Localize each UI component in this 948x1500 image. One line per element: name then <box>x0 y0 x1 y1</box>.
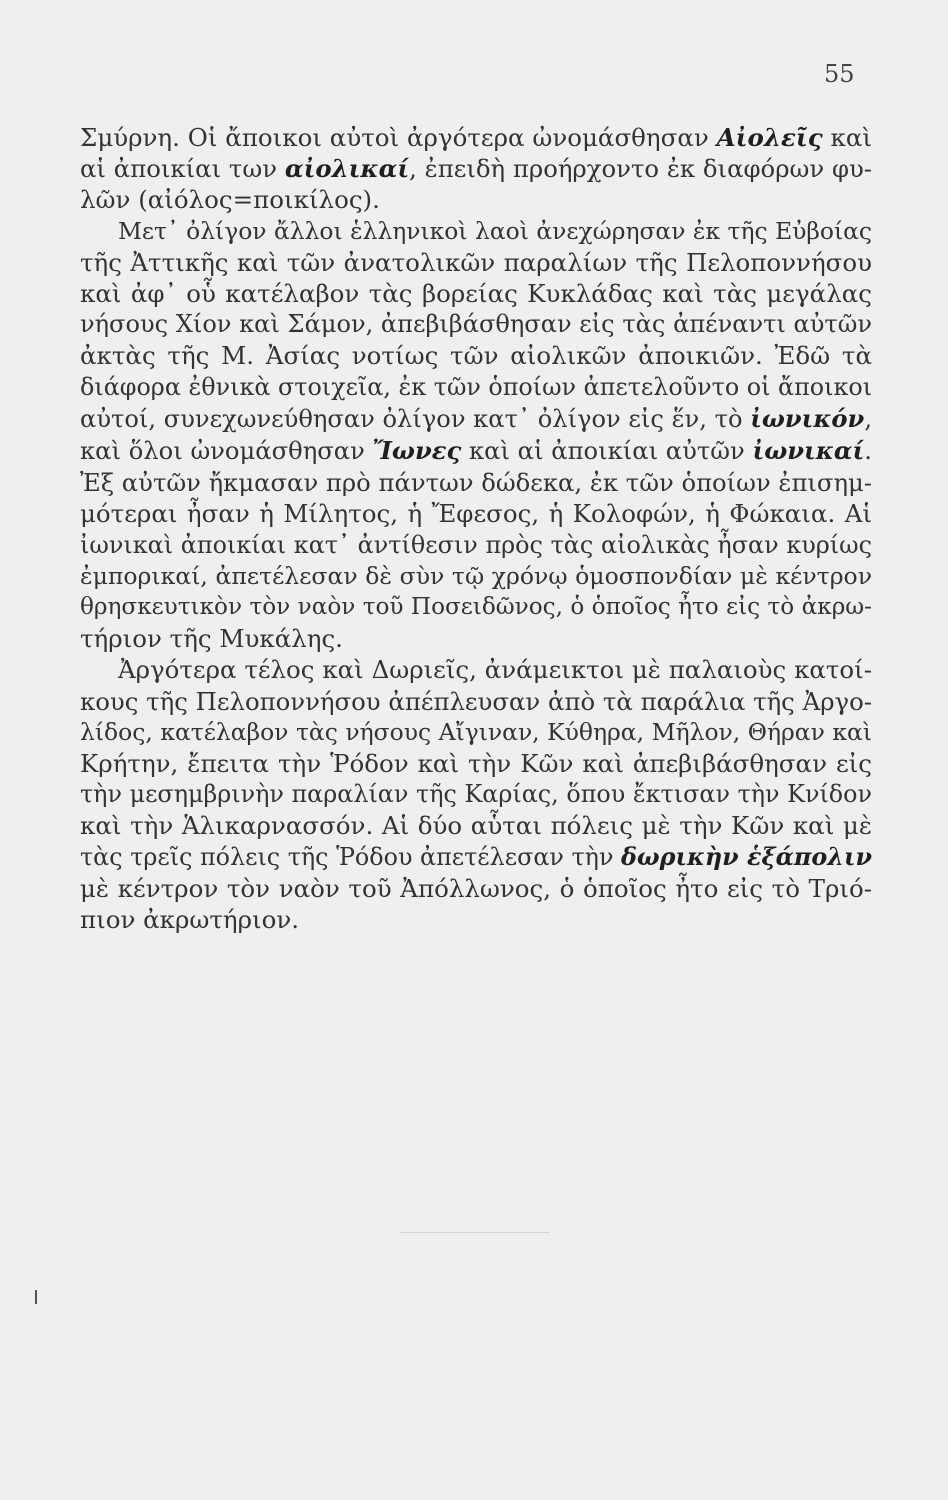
ink-mark <box>35 1290 37 1304</box>
emphasis: ἰωνικόν <box>750 403 865 433</box>
text-line: ἰωνικαὶ ἀποικίαι κατ᾽ ἀντίθεσιν πρὸς τὰς αἰολικὰς ἦσαν κυρίως <box>80 530 872 559</box>
text-line: Μετ᾽ ὀλίγον ἄλλοι ἑλληνικοὶ λαοὶ ἀνεχώρησαν ἐκ τῆς Εὐβοίας <box>118 216 872 245</box>
emphasis: ἰωνικαί <box>752 436 865 466</box>
text-line: λίδος, κατέλαβον τὰς νήσους Αἴγιναν, Κύθηρα, Μῆλον, Θήραν καὶ <box>80 717 872 746</box>
body-text <box>80 122 872 935</box>
text-line: θρησκευτικὸν τὸν ναὸν τοῦ Ποσειδῶνος, ὁ ὁποῖος ἦτο εἰς τὸ ἀκρω- <box>80 594 872 621</box>
emphasis: Αἰολεῖς <box>716 123 823 152</box>
text-line: τὴν μεσημβρινὴν παραλίαν τῆς Καρίας, ὅπου ἔκτισαν τὴν Κνίδον <box>80 780 872 809</box>
text-line: μὲ κέντρον τὸν ναὸν τοῦ Ἀπόλλωνος, ὁ ὁποῖος ἦτο εἰς τὸ Τριό- <box>80 873 872 903</box>
emphasis: δωρικὴν ἑξάπολιν <box>621 842 873 871</box>
text-line: καὶ τὴν Ἁλικαρνασσόν. Αἱ δύο αὗται πόλεις μὲ τὴν Κῶν καὶ μὲ <box>80 811 872 841</box>
text-line: Κρήτην, ἔπειτα τὴν Ῥόδον καὶ τὴν Κῶν καὶ ἀπεβιβάσθησαν εἰς <box>80 749 872 779</box>
text-line: καὶ ὅλοι ὠνομάσθησαν Ἴωνες καὶ αἱ ἀποικίαι αὐτῶν ἰωνικαί. <box>80 436 872 466</box>
text-line: τῆς Ἀττικῆς καὶ τῶν ἀνατολικῶν παραλίων τῆς Πελοποννήσου <box>80 247 872 277</box>
text-line: Ἐξ αὐτῶν ἤκμασαν πρὸ πάντων δώδεκα, ἐκ τῶν ὁποίων ἐπισημ- <box>80 468 872 498</box>
text-line: αἱ ἀποικίαι των αἰολικαί, ἐπειδὴ προήρχοντο ἐκ διαφόρων φυ- <box>80 154 873 184</box>
text-line: κους τῆς Πελοποννήσου ἀπέπλευσαν ἀπὸ τὰ παράλια τῆς Ἀργο- <box>80 686 872 716</box>
text-line: καὶ ἀφ᾽ οὗ κατέλαβον τὰς βορείας Κυκλάδας καὶ τὰς μεγάλας <box>80 279 872 309</box>
bleed-through-line <box>400 1232 550 1233</box>
text-line: Ἀργότερα τέλος καὶ Δωριεῖς, ἀνάμεικτοι μὲ παλαιοὺς κατοί- <box>118 655 872 685</box>
text-line: νήσους Χίον καὶ Σάμον, ἀπεβιβάσθησαν εἰς τὰς ἀπέναντι αὐτῶν <box>80 310 872 339</box>
text-line: διάφορα ἐθνικὰ στοιχεῖα, ἐκ τῶν ὁποίων ἀπετελοῦντο οἱ ἄποικοι <box>80 372 873 401</box>
text-line: λῶν (αἰόλος=ποικίλος). <box>80 185 380 215</box>
text-line: πιον ἀκρωτήριον. <box>80 905 300 935</box>
text-line: ἀκτὰς τῆς Μ. Ἀσίας νοτίως τῶν αἰολικῶν ἀποικιῶν. Ἐδῶ τὰ <box>80 341 872 371</box>
text-line: τὰς τρεῖς πόλεις τῆς Ῥόδου ἀπετέλεσαν τὴν δωρικὴν ἑξάπολιν <box>80 842 873 871</box>
text-line: ἐμπορικαί, ἀπετέλεσαν δὲ σὺν τῷ χρόνῳ ὁμοσπονδίαν μὲ κέντρον <box>80 561 872 590</box>
text-line: τήριον τῆς Μυκάλης. <box>80 624 343 654</box>
page-number: 55 <box>824 60 855 88</box>
text-line: μότεραι ἦσαν ἡ Μίλητος, ἡ Ἔφεσος, ἡ Κολοφών, ἡ Φώκαια. Αἱ <box>80 499 872 529</box>
text-line: αὐτοί, συνεχωνεύθησαν ὀλίγον κατ᾽ ὀλίγον εἰς ἕν, τὸ ἰωνικόν, <box>80 403 872 433</box>
emphasis: αἰολικαί <box>284 154 410 184</box>
text-line: Σμύρνη. Οἱ ἄποικοι αὐτοὶ ἀργότερα ὠνομάσθησαν Αἰολεῖς καὶ <box>80 123 872 152</box>
emphasis: Ἴωνες <box>372 436 462 466</box>
